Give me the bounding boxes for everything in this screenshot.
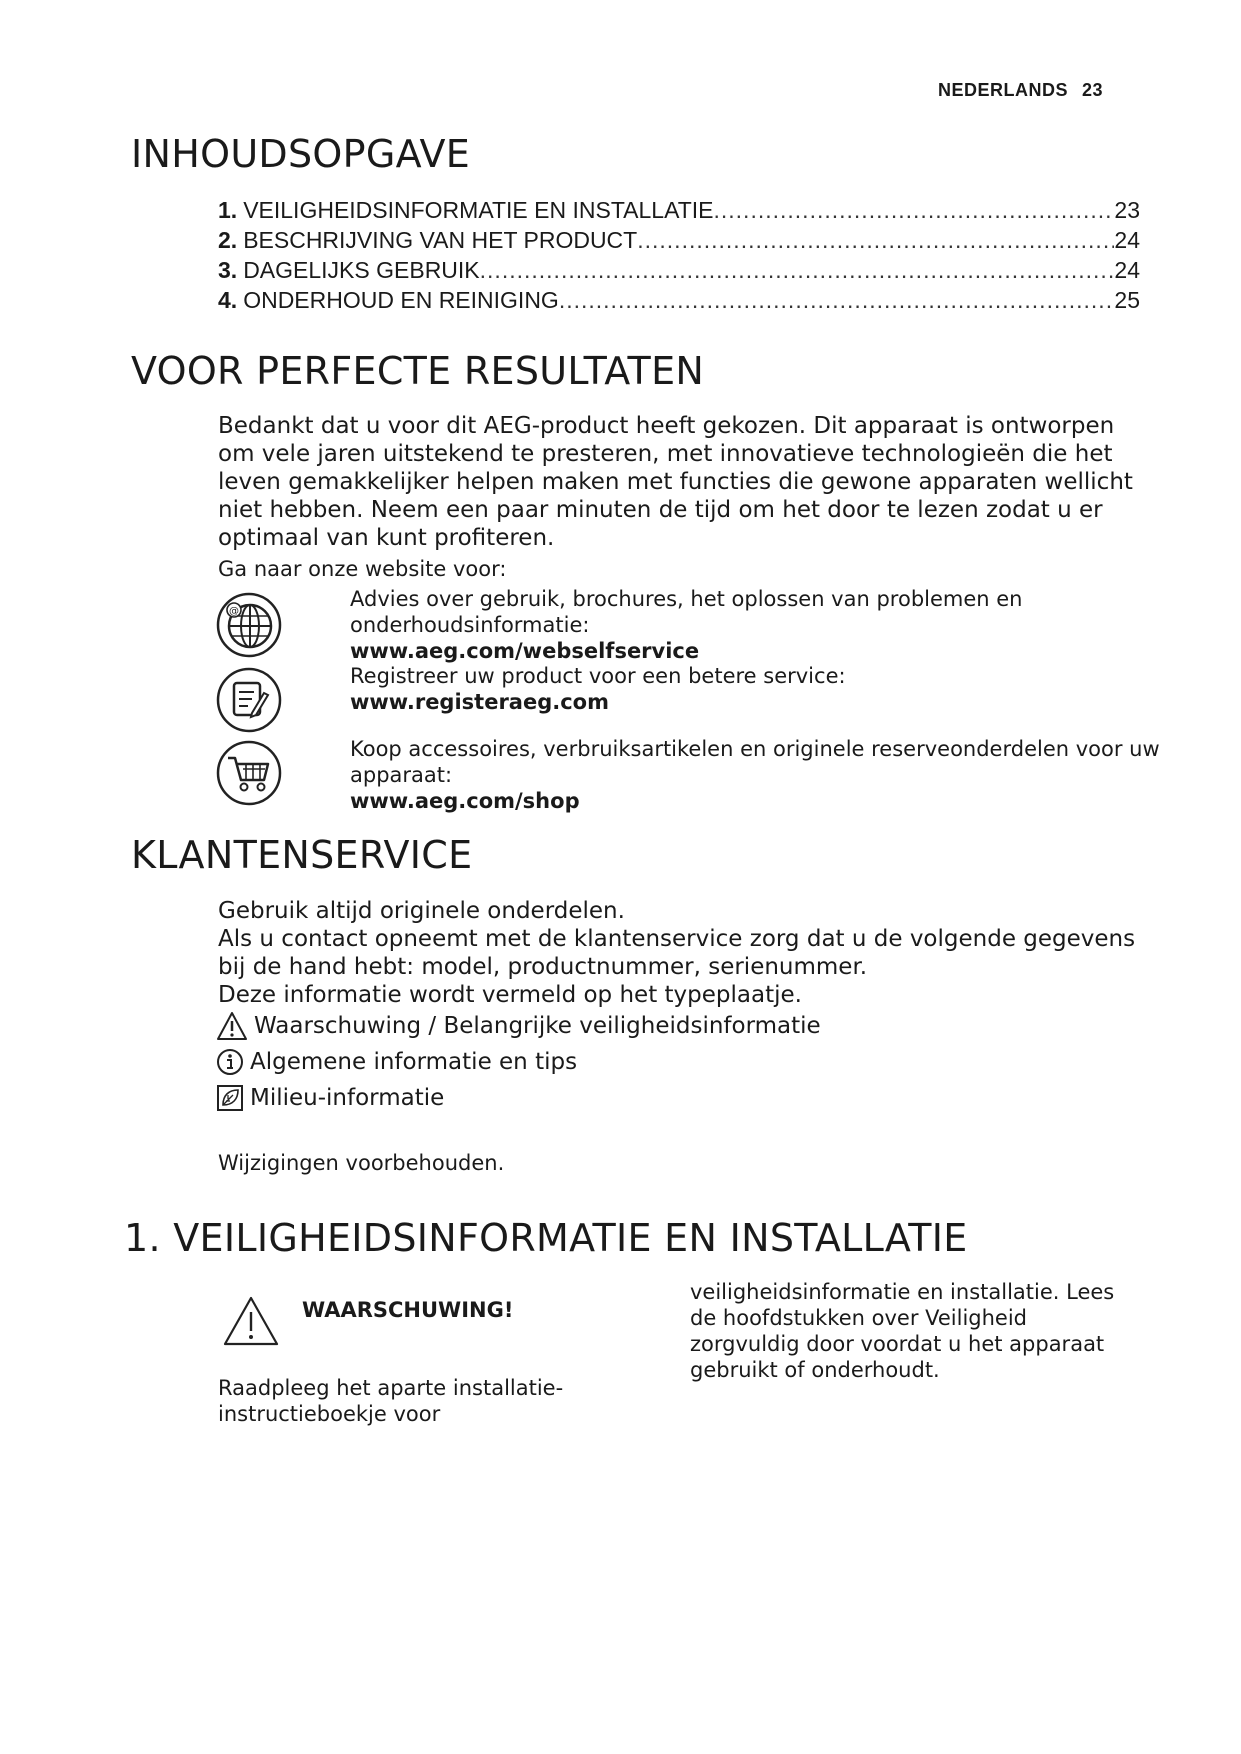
results-line: optimaal van kunt profiteren.: [218, 525, 555, 551]
service-line: Als u contact opneemt met de klantenservice zorg dat u de volgende gegevens: [218, 926, 1136, 952]
results-paragraph: [218, 412, 1148, 552]
toc-leader-dots: [480, 257, 1115, 284]
section-1-line: zorgvuldig door voordat u het apparaat: [690, 1332, 1105, 1356]
toc-item-number: 3.: [218, 257, 238, 283]
section-1-line: veiligheidsinformatie en installatie. Lees: [690, 1280, 1115, 1304]
section-1-title: 1. VEILIGHEIDSINFORMATIE EN INSTALLATIE: [124, 1216, 968, 1260]
service-line: Gebruik altijd originele onderdelen.: [218, 898, 625, 924]
toc-item-4[interactable]: [218, 287, 1140, 317]
toc-leader-dots: [637, 227, 1114, 254]
cart-icon: [216, 740, 282, 806]
link-description: onderhoudsinformatie:: [350, 613, 590, 637]
link-block-register: [350, 663, 846, 715]
running-header: [938, 80, 1103, 101]
toc-item-page: 25: [1114, 287, 1140, 313]
info-icon: [216, 1048, 244, 1076]
register-icon: [216, 667, 282, 733]
toc-item-number: 4.: [218, 287, 238, 313]
toc-item-2[interactable]: [218, 227, 1140, 257]
results-line: leven gemakkelijker helpen maken met functies die gewone apparaten wellicht: [218, 469, 1133, 495]
svg-text:@: @: [229, 606, 239, 617]
service-line: Deze informatie wordt vermeld op het typeplaatje.: [218, 982, 802, 1008]
toc-item-number: 1.: [218, 197, 238, 223]
table-of-contents: [218, 197, 1140, 317]
globe-icon: [216, 592, 282, 658]
section-1-line: gebruikt of onderhoudt.: [690, 1358, 940, 1382]
symbol-legend: [216, 1008, 821, 1116]
results-line: Bedankt dat u voor dit AEG-product heeft gekozen. Dit apparaat is ontworpen: [218, 413, 1115, 439]
link-description: apparaat:: [350, 763, 453, 787]
webselfservice-link[interactable]: www.aeg.com/webselfservice: [350, 639, 700, 663]
results-line: niet hebben. Neem een paar minuten de tijd om het door te lezen zodat u er: [218, 497, 1103, 523]
section-1-right-text: [690, 1279, 1114, 1383]
section-1-line: Raadpleeg het aparte installatie-: [218, 1376, 564, 1400]
section-1-left-text: [218, 1375, 563, 1427]
results-line: om vele jaren uitstekend te presteren, met innovatieve technologieën die het: [218, 441, 1113, 467]
warning-icon: [216, 1011, 248, 1041]
toc-item-3[interactable]: [218, 257, 1140, 287]
legend-label: Algemene informatie en tips: [250, 1049, 578, 1075]
header-language: NEDERLANDS: [937, 80, 1068, 100]
section-1-line: de hoofdstukken over Veiligheid: [690, 1306, 1028, 1330]
toc-item-page: 23: [1114, 197, 1140, 223]
service-line: bij de hand hebt: model, productnummer, serienummer.: [218, 954, 868, 980]
website-intro: Ga naar onze website voor:: [218, 557, 507, 581]
changes-reserved-note: Wijzigingen voorbehouden.: [218, 1151, 505, 1175]
service-paragraph: [218, 897, 1135, 1009]
toc-item-1[interactable]: [218, 197, 1140, 227]
link-description: Advies over gebruik, brochures, het oplossen van problemen en: [350, 587, 1023, 611]
link-description: Koop accessoires, verbruiksartikelen en originele reserveonderdelen voor uw: [350, 737, 1160, 761]
toc-item-label: DAGELIJKS GEBRUIK: [243, 257, 480, 283]
toc-item-number: 2.: [218, 227, 238, 253]
link-block-webselfservice: [350, 586, 1023, 664]
page-number: 23: [1081, 80, 1103, 100]
legend-item-warning: [216, 1008, 821, 1044]
toc-leader-dots: [714, 197, 1115, 224]
legend-item-info: [216, 1044, 821, 1080]
toc-item-label: ONDERHOUD EN REINIGING: [243, 287, 559, 313]
toc-leader-dots: [559, 287, 1115, 314]
results-title: VOOR PERFECTE RESULTATEN: [131, 349, 705, 393]
warning-label: WAARSCHUWING!: [302, 1298, 514, 1322]
warning-icon: [222, 1295, 280, 1347]
leaf-icon: [216, 1084, 244, 1112]
toc-item-page: 24: [1114, 257, 1140, 283]
toc-item-page: 24: [1114, 227, 1140, 253]
section-1-line: instructieboekje voor: [218, 1402, 441, 1426]
toc-item-label: BESCHRIJVING VAN HET PRODUCT: [243, 227, 638, 253]
link-block-shop: [350, 736, 1160, 814]
link-description: Registreer uw product voor een betere service:: [350, 664, 846, 688]
legend-label: Waarschuwing / Belangrijke veiligheidsinformatie: [254, 1013, 821, 1039]
service-title: KLANTENSERVICE: [131, 833, 473, 877]
toc-title: INHOUDSOPGAVE: [131, 132, 471, 176]
legend-item-environment: [216, 1080, 821, 1116]
register-link[interactable]: www.registeraeg.com: [350, 690, 609, 714]
toc-item-label: VEILIGHEIDSINFORMATIE EN INSTALLATIE: [243, 197, 714, 223]
shop-link[interactable]: www.aeg.com/shop: [350, 789, 580, 813]
legend-label: Milieu-informatie: [250, 1085, 445, 1111]
